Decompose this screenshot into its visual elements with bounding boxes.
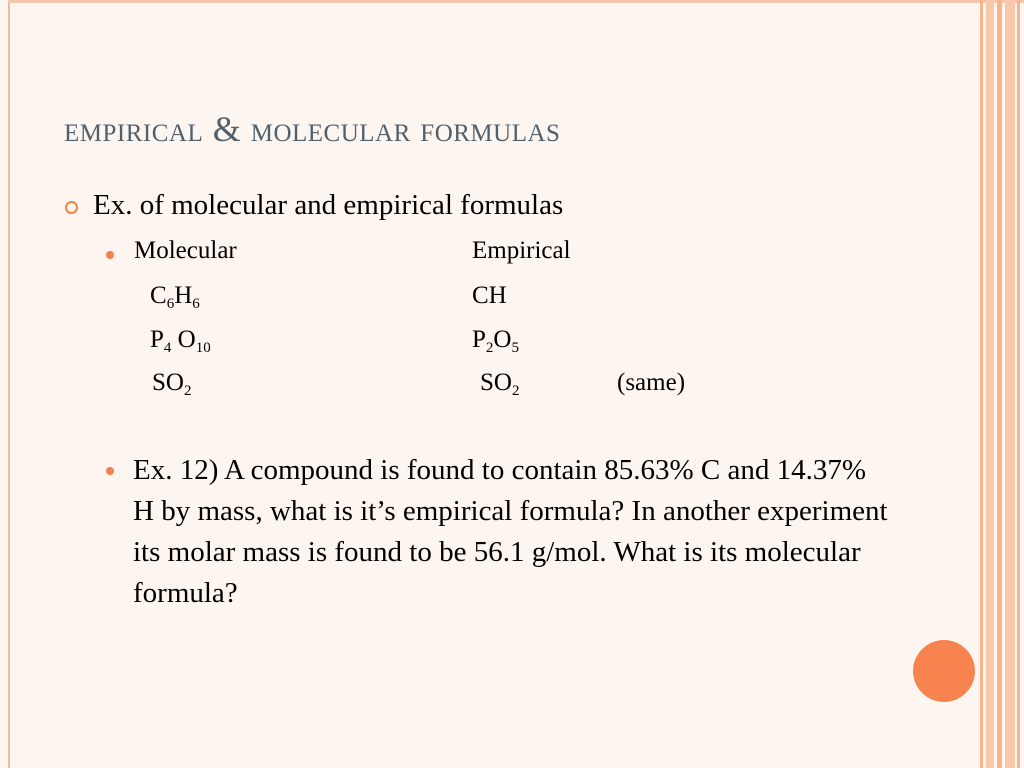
- empirical-formula-2: $P_2O_5$: [472, 326, 519, 356]
- molecular-formula-3: $SO_2$: [152, 369, 192, 399]
- bullet-dot-icon: [106, 467, 114, 475]
- header-empirical: Empirical: [472, 237, 571, 264]
- bullet-dot-icon: [106, 251, 114, 259]
- header-molecular: Molecular: [134, 237, 237, 264]
- left-border: [8, 0, 10, 768]
- molecular-formula-2: $P_4$ $O_{10}$: [150, 326, 211, 356]
- decor-stripe: [997, 0, 1002, 768]
- decor-stripe: [980, 0, 983, 768]
- slide-title: empirical & molecular formulas: [64, 109, 561, 149]
- decor-circle: [913, 640, 975, 702]
- decor-stripe: [986, 0, 994, 768]
- decor-stripe: [1005, 0, 1015, 768]
- molecular-formula-1: $C_6H_6$: [150, 282, 200, 312]
- bullet-heading: Ex. of molecular and empirical formulas: [93, 189, 564, 221]
- same-note: (same): [617, 369, 686, 396]
- empirical-formula-3: $SO_2$: [480, 369, 520, 399]
- bullet-ring-icon: [65, 201, 78, 214]
- empirical-formula-1: CH: [472, 282, 507, 309]
- example-problem: Ex. 12) A compound is found to contain 85.63% C and 14.37% H by mass, what is it’s empirical formula? In another experiment its molar mass is found to be 56.1 g/mol. What is its molecular formula?: [133, 454, 888, 609]
- top-border: [8, 0, 1024, 3]
- decor-stripe: [1017, 0, 1020, 768]
